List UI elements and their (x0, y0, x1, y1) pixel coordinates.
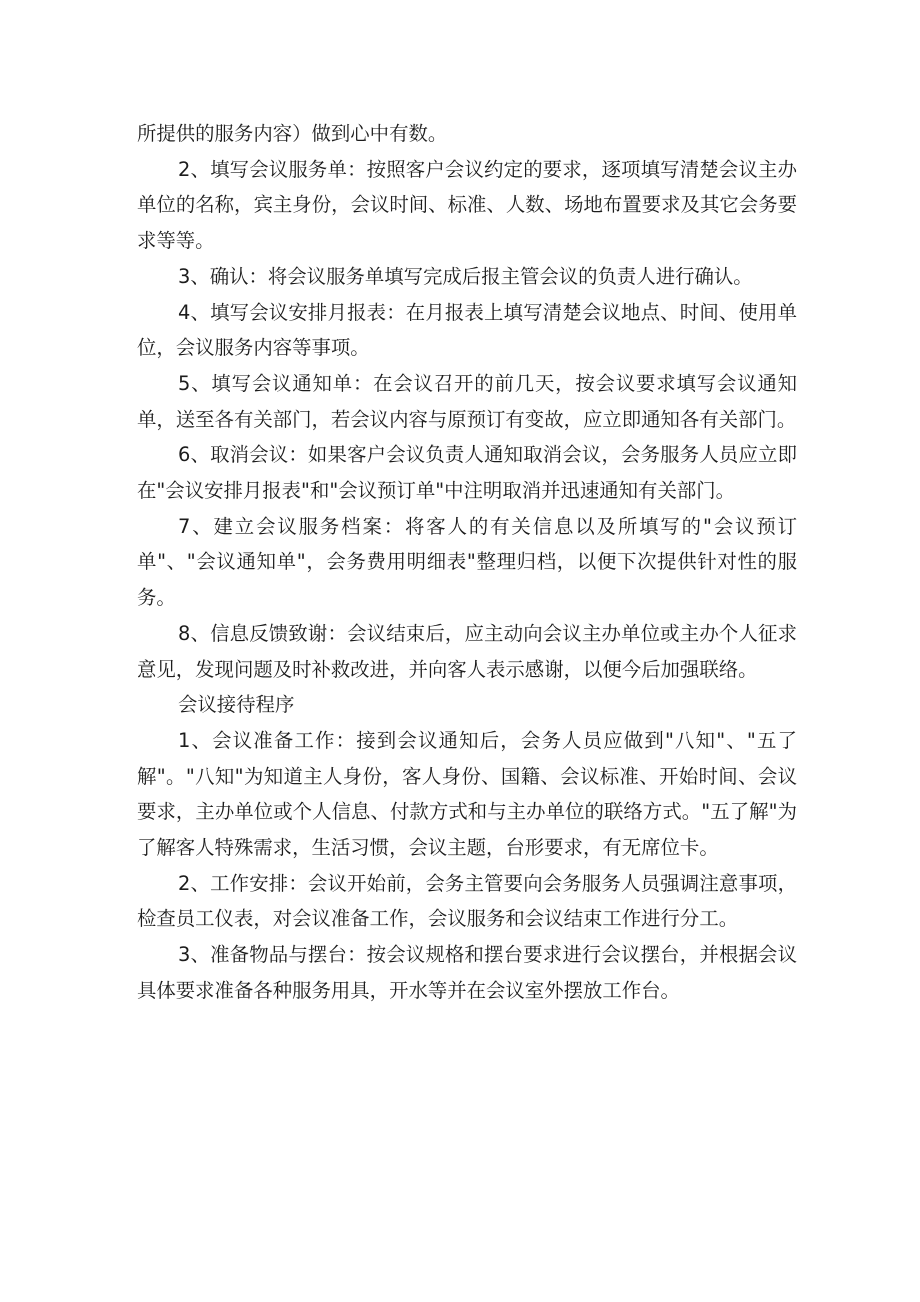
paragraph-fill-service-form: 2、填写会议服务单：按照客户会议约定的要求，逐项填写清楚会议主办单位的名称，宾主身份，会议时间、标准、人数、场地布置要求及其它会务要求等等。 (137, 157, 797, 253)
paragraph-continuation: 所提供的服务内容）做到心中有数。 (137, 122, 448, 145)
paragraph-monthly-report: 4、填写会议安排月报表：在月报表上填写清楚会议地点、时间、使用单位，会议服务内容等事项。 (137, 300, 797, 360)
paragraph-service-archive: 7、建立会议服务档案：将客人的有关信息以及所填写的"会议预订单"、"会议通知单"，会务费用明细表"整理归档，以便下次提供针对性的服务。 (137, 514, 797, 610)
paragraph-work-arrangement: 2、工作安排：会议开始前，会务主管要向会务服务人员强调注意事项，检查员工仪表，对会议准备工作，会议服务和会议结束工作进行分工。 (137, 871, 797, 931)
document-body (137, 116, 797, 1009)
paragraph-feedback-thanks: 8、信息反馈致谢：会议结束后，应主动向会议主办单位或主办个人征求意见，发现问题及时补救改进，并向客人表示感谢，以便今后加强联络。 (137, 621, 797, 681)
paragraph-cancel-meeting: 6、取消会议：如果客户会议负责人通知取消会议，会务服务人员应立即在"会议安排月报表"和"会议预订单"中注明取消并迅速通知有关部门。 (137, 443, 797, 503)
section-heading-reception-procedure: 会议接待程序 (178, 693, 295, 717)
paragraph-meeting-notice: 5、填写会议通知单：在会议召开的前几天，按会议要求填写会议通知单，送至各有关部门，若会议内容与原预订有变故，应立即通知各有关部门。 (137, 371, 797, 431)
paragraph-preparation-work: 1、会议准备工作：接到会议通知后，会务人员应做到"八知"、"五了解"。"八知"为知道主人身份，客人身份、国籍、会议标准、开始时间、会议要求，主办单位或个人信息、付款方式和与主办单位的联络方式。"五了解"为了解客人特殊需求，生活习惯，会议主题，台形要求，有无席位卡。 (137, 728, 797, 860)
paragraph-confirm: 3、确认：将会议服务单填写完成后报主管会议的负责人进行确认。 (178, 264, 753, 288)
paragraph-prepare-items: 3、准备物品与摆台：按会议规格和摆台要求进行会议摆台，并根据会议具体要求准备各种服务用具，开水等并在会议室外摆放工作台。 (137, 943, 797, 1002)
